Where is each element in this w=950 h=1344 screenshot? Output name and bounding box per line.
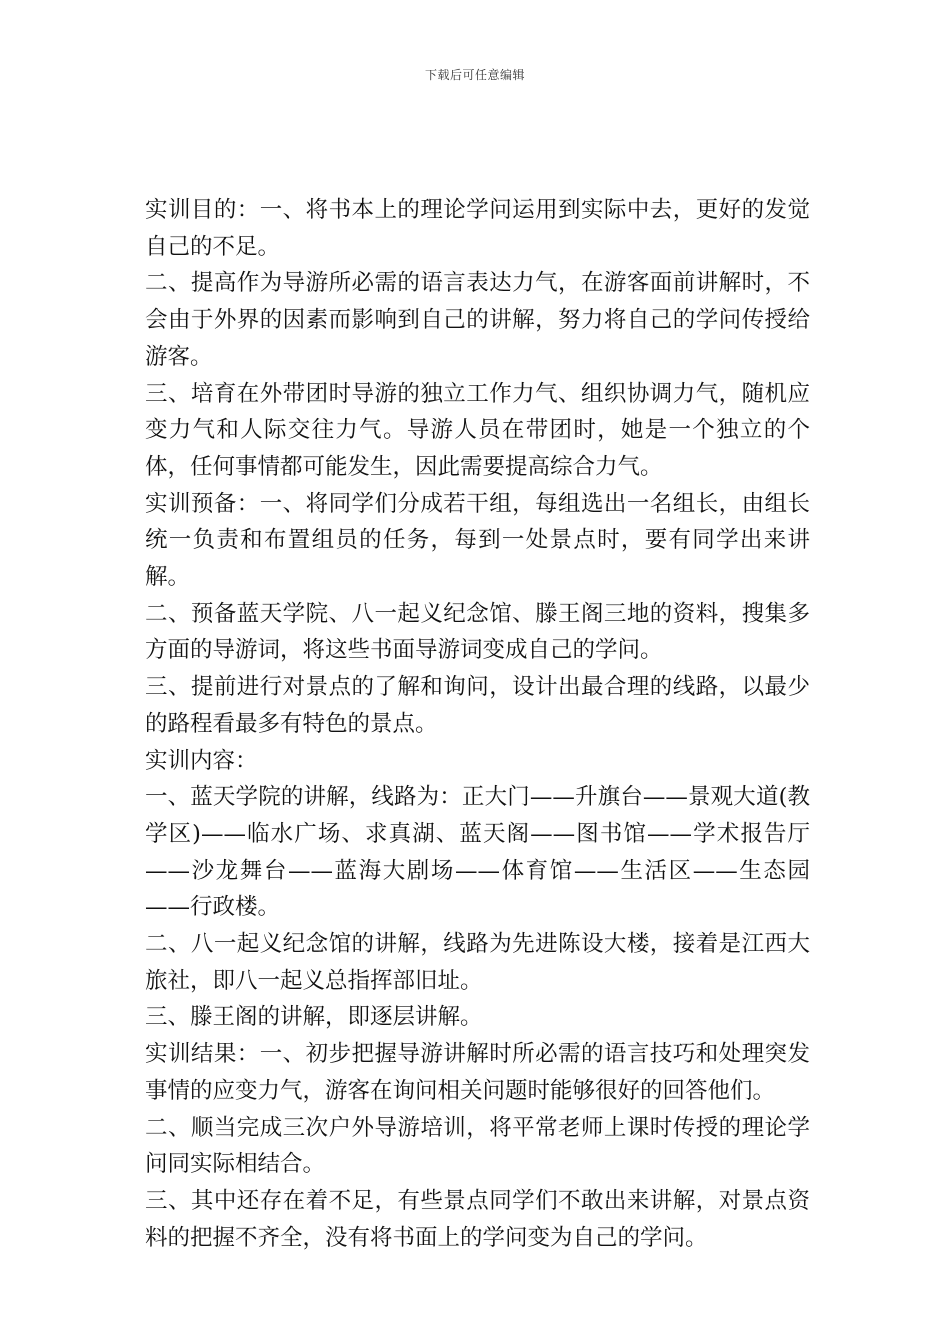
paragraph-training-purpose: 实训目的：一、将书本上的理论学问运用到实际中去，更好的发觉自己的不足。 <box>145 197 810 260</box>
paragraph-training-results: 实训结果：一、初步把握导游讲解时所必需的语言技巧和处理突发事情的应变力气，游客在询问相关问题时能够很好的回答他们。 <box>145 1041 810 1104</box>
document-body <box>145 192 810 1256</box>
paragraph-results-2: 二、顺当完成三次户外导游培训，将平常老师上课时传授的理论学问同实际相结合。 <box>145 1114 810 1178</box>
paragraph-content-1: 一、蓝天学院的讲解，线路为：正大门——升旗台——景观大道(教学区)——临水广场、求真湖、蓝天阁——图书馆——学术报告厅——沙龙舞台——蓝海大剧场——体育馆——生活区——生态园——行政楼。 <box>145 784 810 921</box>
paragraph-results-3: 三、其中还存在着不足，有些景点同学们不敢出来讲解，对景点资料的把握不齐全，没有将书面上的学问变为自己的学问。 <box>145 1187 810 1251</box>
paragraph-training-content-heading: 实训内容： <box>145 747 258 774</box>
paragraph-purpose-3: 三、培育在外带团时导游的独立工作力气、组织协调力气，随机应变力气和人际交往力气。导游人员在带团时，她是一个独立的个体，任何事情都可能发生，因此需要提高综合力气。 <box>145 380 810 480</box>
paragraph-preparation-3: 三、提前进行对景点的了解和询问，设计出最合理的线路，以最少的路程看最多有特色的景点。 <box>145 674 810 737</box>
page-header-note: 下载后可任意编辑 <box>424 68 525 82</box>
paragraph-content-3: 三、滕王阁的讲解，即逐层讲解。 <box>145 1004 483 1031</box>
paragraph-purpose-2: 二、提高作为导游所必需的语言表达力气，在游客面前讲解时，不会由于外界的因素而影响到自己的讲解，努力将自己的学问传授给游客。 <box>145 270 810 370</box>
paragraph-content-2: 二、八一起义纪念馆的讲解，线路为先进陈设大楼，接着是江西大旅社，即八一起义总指挥部旧址。 <box>145 931 810 994</box>
paragraph-preparation-2: 二、预备蓝天学院、八一起义纪念馆、滕王阁三地的资料，搜集多方面的导游词，将这些书面导游词变成自己的学问。 <box>145 600 810 664</box>
paragraph-training-preparation: 实训预备：一、将同学们分成若干组，每组选出一名组长，由组长统一负责和布置组员的任务，每到一处景点时，要有同学出来讲解。 <box>145 490 810 591</box>
